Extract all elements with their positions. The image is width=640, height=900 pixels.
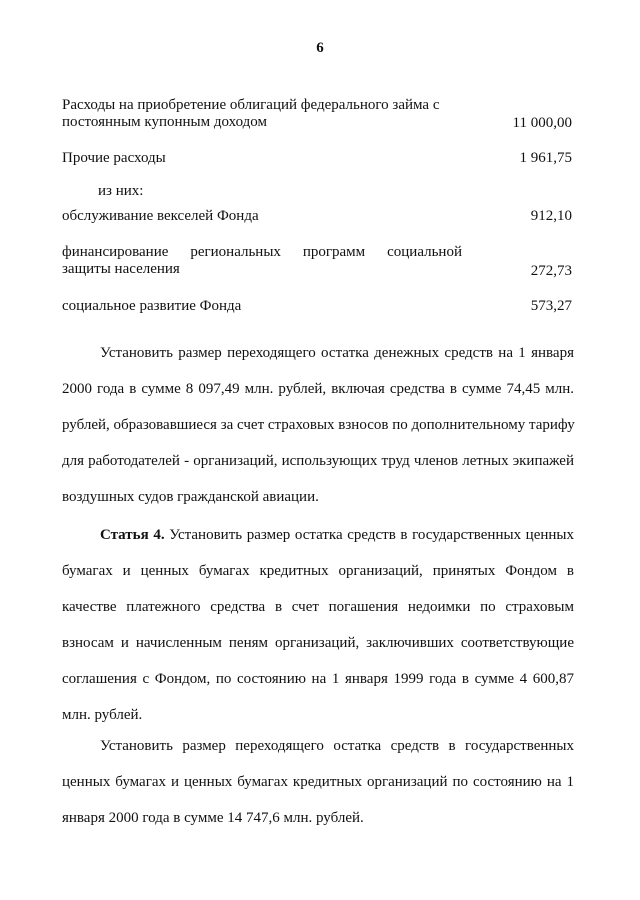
article4-line: соглашения с Фондом, по состоянию на 1 января 1999 года в сумме 4 600,87 [62, 671, 574, 687]
paragraph1-line: Установить размер переходящего остатка денежных средств на 1 января [100, 345, 574, 361]
paragraph1-line: воздушных судов гражданской авиации. [62, 489, 319, 505]
paragraph1-line: рублей, образовавшиеся за счет страховых взносов по дополнительному тарифу [62, 417, 575, 433]
expense-label-other: Прочие расходы [62, 150, 166, 166]
expense-value-social: 573,27 [530, 298, 572, 314]
article4-line: бумагах и ценных бумагах кредитных организаций, принятых Фондом в [62, 563, 574, 579]
article4-line: качестве платежного средства в счет погашения недоимки по страховым [62, 599, 574, 615]
expense-label-social: социальное развитие Фонда [62, 298, 242, 314]
expense-value-regional: 272,73 [530, 263, 572, 279]
paragraph-securities-balance [62, 728, 574, 836]
expense-label-regional-line2: защиты населения [62, 261, 180, 277]
paragraph3-line: января 2000 года в сумме 14 747,6 млн. рублей. [62, 810, 364, 826]
expense-label-regional-line1: финансирование региональных программ социальной [62, 244, 462, 260]
article4-line [62, 517, 574, 553]
article4-line: млн. рублей. [62, 707, 143, 723]
paragraph-transfer-balance [62, 335, 574, 515]
paragraph1-line: 2000 года в сумме 8 097,49 млн. рублей, включая средства в сумме 74,45 млн. [62, 381, 574, 397]
expense-label-regional [62, 244, 462, 278]
expense-label-bonds-line2: постоянным купонным доходом [62, 114, 267, 130]
article4-heading: Статья 4. [100, 527, 165, 543]
paragraph3-line: ценных бумагах и ценных бумагах кредитных организаций по состоянию на 1 [62, 774, 574, 790]
expense-label-bills: обслуживание векселей Фонда [62, 208, 259, 224]
of-which-label: из них: [98, 183, 144, 199]
expense-label-bonds-line1: Расходы на приобретение облигаций федерального займа с [62, 97, 440, 113]
expense-value-bonds: 11 000,00 [512, 115, 572, 131]
expense-label-bonds [62, 97, 440, 131]
paragraph3-line: Установить размер переходящего остатка средств в государственных [100, 738, 574, 754]
article4-line1-rest: Установить размер остатка средств в государственных ценных [164, 527, 574, 543]
expense-value-bills: 912,10 [530, 208, 572, 224]
article-4 [62, 517, 574, 733]
paragraph1-line: для работодателей - организаций, использующих труд членов летных экипажей [62, 453, 574, 469]
article4-line: взносам и начисленным пеням организаций, заключивших соответствующие [62, 635, 574, 651]
page-number: 6 [316, 40, 324, 56]
expense-value-other: 1 961,75 [519, 150, 572, 166]
